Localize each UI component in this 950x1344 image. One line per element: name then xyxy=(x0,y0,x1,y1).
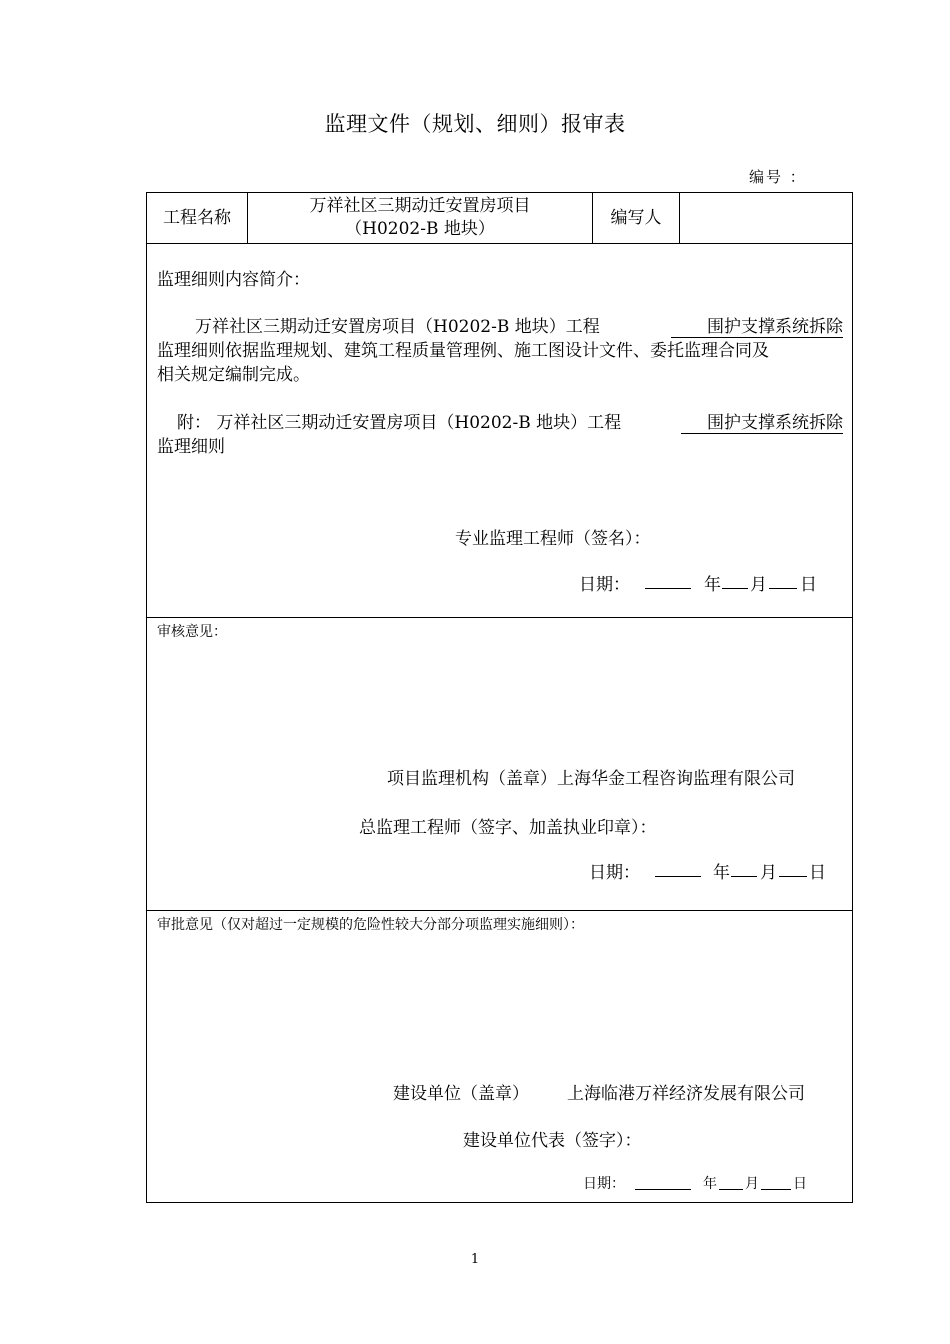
project-name-line2: （H0202-B 地块） xyxy=(345,219,495,239)
supervision-org-line: 项目监理机构（盖章）上海华金工程咨询监理有限公司 xyxy=(387,769,795,789)
summary-date-month-blank[interactable] xyxy=(722,570,748,589)
review-year-label: 年 xyxy=(713,863,730,883)
review-date-month-blank[interactable] xyxy=(731,858,757,877)
construction-unit-label: 建设单位（盖章） xyxy=(393,1084,529,1104)
review-date-year-blank[interactable] xyxy=(655,858,701,877)
review-date-day-blank[interactable] xyxy=(779,858,807,877)
review-date-label: 日期： xyxy=(589,863,640,883)
project-name-line1: 万祥社区三期动迁安置房项目 xyxy=(309,196,531,216)
summary-date-day-blank[interactable] xyxy=(769,570,797,589)
approval-date-month-blank[interactable] xyxy=(719,1173,743,1190)
approval-date-day-blank[interactable] xyxy=(761,1173,791,1190)
summary-month-label: 月 xyxy=(750,575,767,595)
construction-unit-name: 上海临港万祥经济发展有限公司 xyxy=(567,1084,805,1104)
approval-date-label: 日期： xyxy=(583,1176,625,1192)
summary-para1-prefix: 万祥社区三期动迁安置房项目（H0202-B 地块）工程 xyxy=(195,317,600,337)
author-value[interactable] xyxy=(680,193,852,243)
approval-section xyxy=(147,911,852,1202)
chief-engineer-signature-label: 总监理工程师（签字、加盖执业印章）： xyxy=(359,818,657,838)
author-label: 编写人 xyxy=(593,193,680,243)
summary-date-year-blank[interactable] xyxy=(645,570,691,589)
review-section xyxy=(147,618,852,911)
document-number-label: 编号 ： xyxy=(749,168,807,186)
project-name-label: 工程名称 xyxy=(147,193,248,243)
summary-date-label: 日期： xyxy=(579,575,630,595)
summary-para1-line2: 监理细则依据监理规划、建筑工程质量管理例、施工图设计文件、委托监理合同及 xyxy=(157,341,769,361)
form-table xyxy=(146,192,853,1203)
review-day-label: 日 xyxy=(809,863,826,883)
summary-attach-prefix: 附： 万祥社区三期动迁安置房项目（H0202-B 地块）工程 xyxy=(177,413,622,433)
approval-date-year-blank[interactable] xyxy=(635,1173,691,1190)
summary-para1-line3: 相关规定编制完成。 xyxy=(157,365,310,385)
approval-year-label: 年 xyxy=(703,1176,717,1192)
unit-representative-signature-label: 建设单位代表（签字）： xyxy=(463,1131,642,1151)
review-heading: 审核意见： xyxy=(157,624,227,640)
summary-section xyxy=(147,243,852,618)
page-number: 1 xyxy=(470,1252,480,1267)
summary-attach-line2: 监理细则 xyxy=(157,437,225,457)
summary-year-label: 年 xyxy=(704,575,721,595)
summary-heading: 监理细则内容简介： xyxy=(157,270,310,290)
engineer-signature-label: 专业监理工程师（签名）： xyxy=(455,529,651,549)
header-row xyxy=(147,193,852,244)
summary-para1-underlined: 围护支撑系统拆除 xyxy=(671,312,843,338)
summary-day-label: 日 xyxy=(800,575,817,595)
approval-day-label: 日 xyxy=(793,1176,807,1192)
project-name-value xyxy=(248,193,593,243)
approval-heading: 审批意见（仅对超过一定规模的危险性较大分部分项监理实施细则）： xyxy=(157,917,584,933)
document-title: 监理文件（规划、细则）报审表 xyxy=(324,112,626,136)
review-month-label: 月 xyxy=(760,863,777,883)
approval-month-label: 月 xyxy=(745,1176,759,1192)
summary-attach-underlined: 围护支撑系统拆除 xyxy=(681,408,843,434)
